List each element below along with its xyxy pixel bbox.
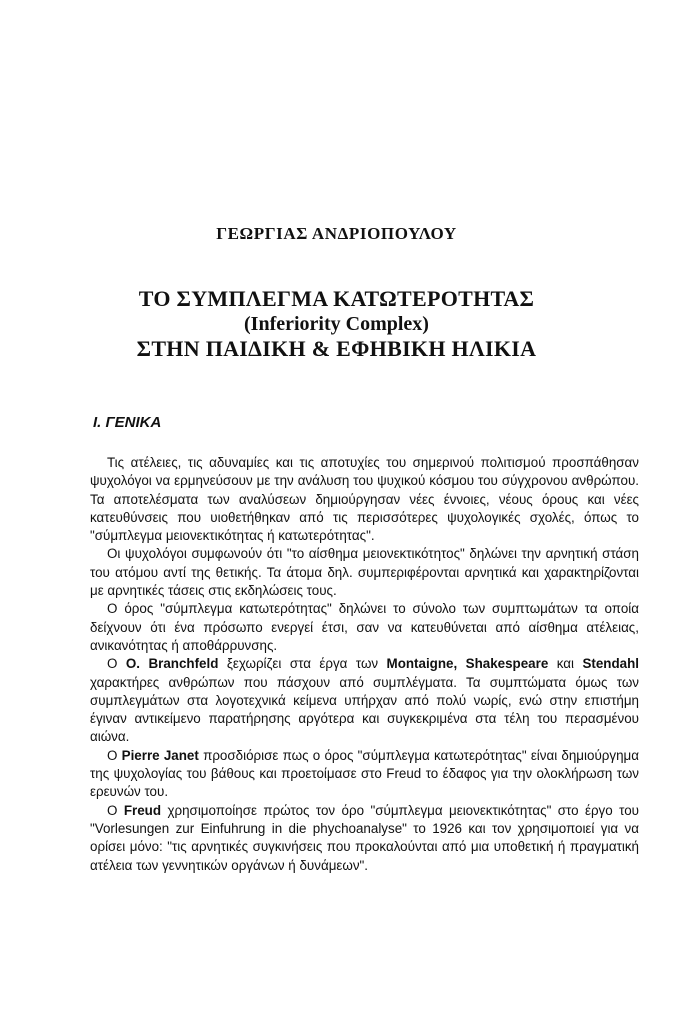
body-text	[90, 454, 639, 875]
title-line-1: ΤΟ ΣΥΜΠΛΕΓΜΑ ΚΑΤΩΤΕΡΟΤΗΤΑΣ	[138, 286, 535, 311]
paragraph-3: Ο όρος "σύμπλεγμα κατωτερότητας" δηλώνει το σύνολο των συμπτωμάτων τα οποία δείχνουν ότι ένα πρόσωπο ενεργεί έτσι, σαν να κατευθύνεται από αίσθημα ατέλειας, ανικανότητας ή αποθάρρυνσης.	[90, 601, 639, 653]
paragraph-1: Τις ατέλειες, τις αδυναμίες και τις αποτυχίες του σημερινού πολιτισμού προσπάθησαν ψυχολόγοι να ερμηνεύσουν με την ανάλυση του ψυχικού κόσμου του σύγχρονου ανθρώπου. Τα αποτελέσματα των αναλύσεων δημιούργησαν νέες έννοιες, νέους όρους και νέες κατευθύνσεις που υιοθετήθηκαν από τις περισσότερες ψυχολογικές σχολές, όπως το "σύμπλεγμα μειονεκτικότητας ή κατωτερότητας".	[90, 455, 639, 544]
paragraph-4-text-a: Ο	[107, 656, 126, 672]
paragraph-2: Οι ψυχολόγοι συμφωνούν ότι "το αίσθημα μειονεκτικότητος" δηλώνει την αρνητική στάση του ατόμου αντί της θετικής. Τα άτομα δηλ. συμπεριφέρονται αρνητικά και χαρακτηρίζονται με αρνητικές τάσεις στις εκδηλώσεις τους.	[90, 546, 639, 599]
paragraph-5-text-b: προσδιόρισε πως ο όρος "σύμπλεγμα κατωτερότητας" είναι δημιούργημα της ψυχολογίας του βάθους και προετοίμασε στο Freud το έδαφος για την ολοκλήρωση των ερευνών του.	[90, 747, 639, 800]
paragraph-5-text-a: Ο	[107, 747, 122, 763]
section-heading: I. ΓΕΝΙΚΑ	[93, 414, 162, 431]
paragraph-4-text-c: και	[548, 656, 583, 672]
title-line-3: ΣΤΗΝ ΠΑΙΔΙΚΗ & ΕΦΗΒΙΚΗ ΗΛΙΚΙΑ	[136, 336, 537, 361]
paragraph-4	[90, 655, 639, 746]
paragraph-6-text-b: χρησιμοποίησε πρώτος τον όρο "σύμπλεγμα μειονεκτικότητας" στο έργο του "Vorlesungen zur Einfuhrung in die phychoanalyse" το 1926 και τον χρησιμοποιεί για να ορίσει μόνο: "τις αρνητικές συγκινήσεις που προκαλούνται από μια υποθετική ή πραγματική ατέλεια των γεννητικών οργάνων ή δυνάμεων".	[90, 802, 639, 873]
author-name: ΓΕΩΡΓΙΑΣ ΑΝΔΡΙΟΠΟΥΛΟΥ	[216, 224, 457, 243]
name-pierre-janet: Pierre Janet	[121, 747, 199, 763]
paragraph-5	[90, 747, 639, 802]
paragraph-4-text-b: ξεχωρίζει στα έργα των	[218, 656, 387, 672]
title-line-2: (Inferiority Complex)	[244, 313, 429, 335]
paragraph-6	[90, 802, 639, 875]
name-freud: Freud	[123, 802, 162, 818]
name-montaigne-shakespeare: Montaigne, Shakespeare	[386, 656, 549, 672]
paragraph-6-text-a: Ο	[107, 802, 124, 818]
name-branchfeld: O. Branchfeld	[125, 656, 219, 672]
article-title	[0, 286, 673, 362]
name-stendahl: Stendahl	[582, 656, 639, 672]
paragraph-4-text-d: χαρακτήρες ανθρώπων που πάσχουν από συμπλέγματα. Τα συμπτώματα όμως των συμπλεγμάτων στα λογοτεχνικά κείμενα υπήρχαν από πολύ νωρίς, ενώ στην επιστήμη έγιναν αντικείμενο παρατήρησης αργότερα και συγκεκριμένα στα τέλη του περασμένου αιώνα.	[90, 674, 639, 745]
